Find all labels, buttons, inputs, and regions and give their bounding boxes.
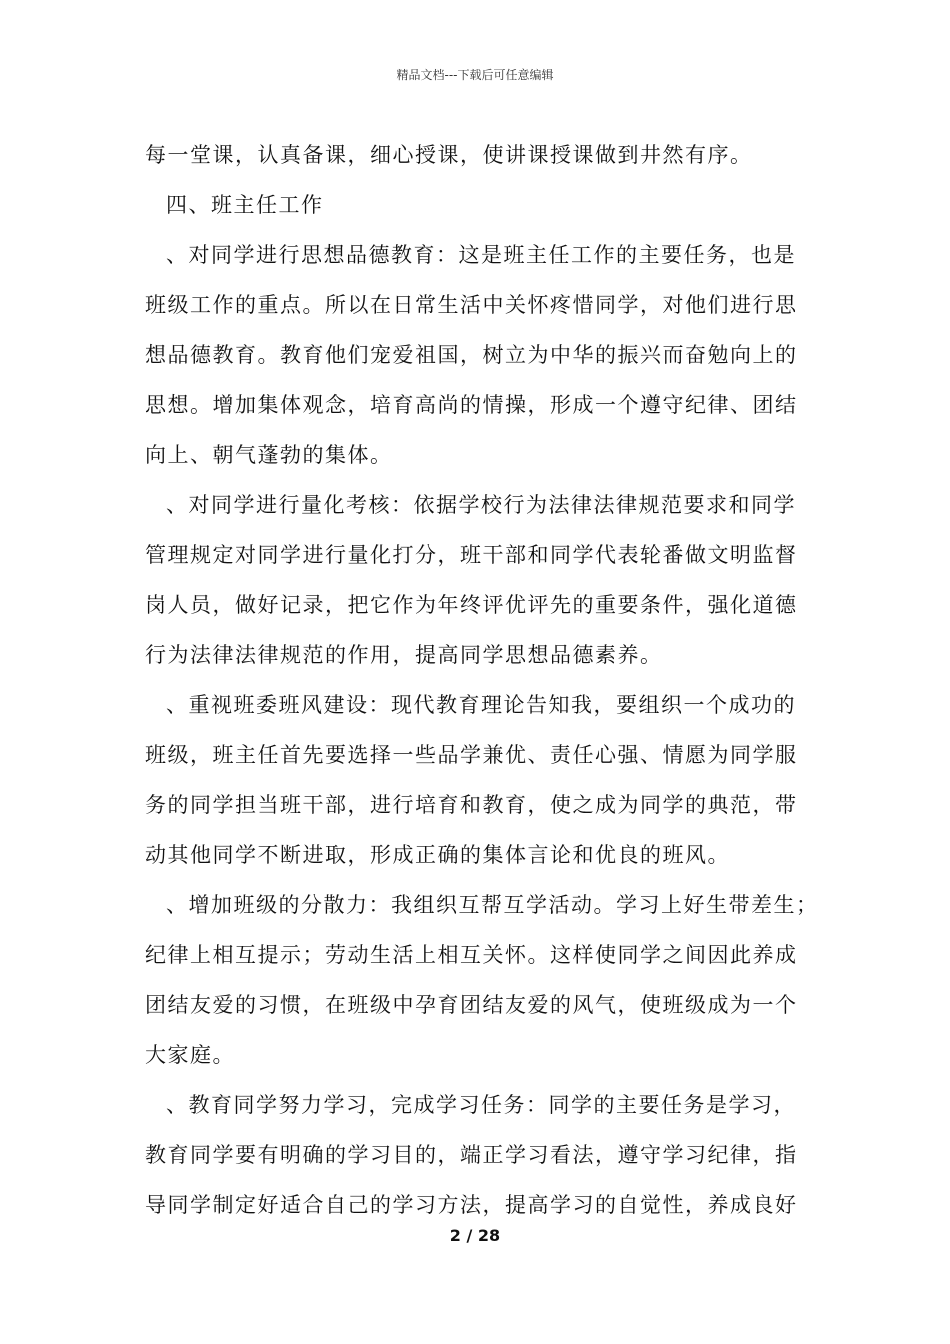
- text-line: 团结友爱的习惯，在班级中孕育团结友爱的风气，使班级成为一个: [145, 993, 798, 1017]
- page-header: 精品文档---下载后可任意编辑: [396, 68, 554, 82]
- text-line: 班级，班主任首先要选择一些品学兼优、责任心强、情愿为同学服: [145, 743, 798, 767]
- text-line: 思想。增加集体观念，培育高尚的情操，形成一个遵守纪律、团结: [145, 393, 798, 417]
- document-body: [145, 130, 825, 1230]
- text-line: 岗人员，做好记录，把它作为年终评优评先的重要条件，强化道德: [145, 593, 798, 617]
- text-line: 纪律上相互提示；劳动生活上相互关怀。这样使同学之间因此养成: [145, 943, 798, 967]
- text-line: 务的同学担当班干部，进行培育和教育，使之成为同学的典范，带: [145, 793, 798, 817]
- text-line: 、教育同学努力学习，完成学习任务：同学的主要任务是学习，: [166, 1093, 796, 1117]
- text-line: 向上、朝气蓬勃的集体。: [145, 443, 393, 467]
- section-heading: 四、班主任工作: [166, 193, 324, 217]
- text-line: 大家庭。: [145, 1043, 235, 1067]
- text-line: 、对同学进行量化考核：依据学校行为法律法律规范要求和同学: [166, 493, 796, 517]
- text-line: 行为法律法律规范的作用，提高同学思想品德素养。: [145, 643, 663, 667]
- text-line: 教育同学要有明确的学习目的，端正学习看法，遵守学习纪律，指: [145, 1143, 798, 1167]
- text-line: 动其他同学不断进取，形成正确的集体言论和优良的班风。: [145, 843, 730, 867]
- text-line: 、增加班级的分散力：我组织互帮互学活动。学习上好生带差生；: [166, 893, 819, 917]
- text-line: 想品德教育。教育他们宠爱祖国，树立为中华的振兴而奋勉向上的: [145, 343, 798, 367]
- text-line: 班级工作的重点。所以在日常生活中关怀疼惜同学，对他们进行思: [145, 293, 798, 317]
- text-line: 、对同学进行思想品德教育：这是班主任工作的主要任务，也是: [166, 243, 796, 267]
- text-line: 管理规定对同学进行量化打分，班干部和同学代表轮番做文明监督: [145, 543, 798, 567]
- text-line: 每一堂课，认真备课，细心授课，使讲课授课做到井然有序。: [145, 143, 753, 167]
- page-number: 2 / 28: [449, 1226, 501, 1245]
- text-line: 导同学制定好适合自己的学习方法，提高学习的自觉性，养成良好: [145, 1193, 798, 1217]
- text-line: 、重视班委班风建设：现代教育理论告知我，要组织一个成功的: [166, 693, 796, 717]
